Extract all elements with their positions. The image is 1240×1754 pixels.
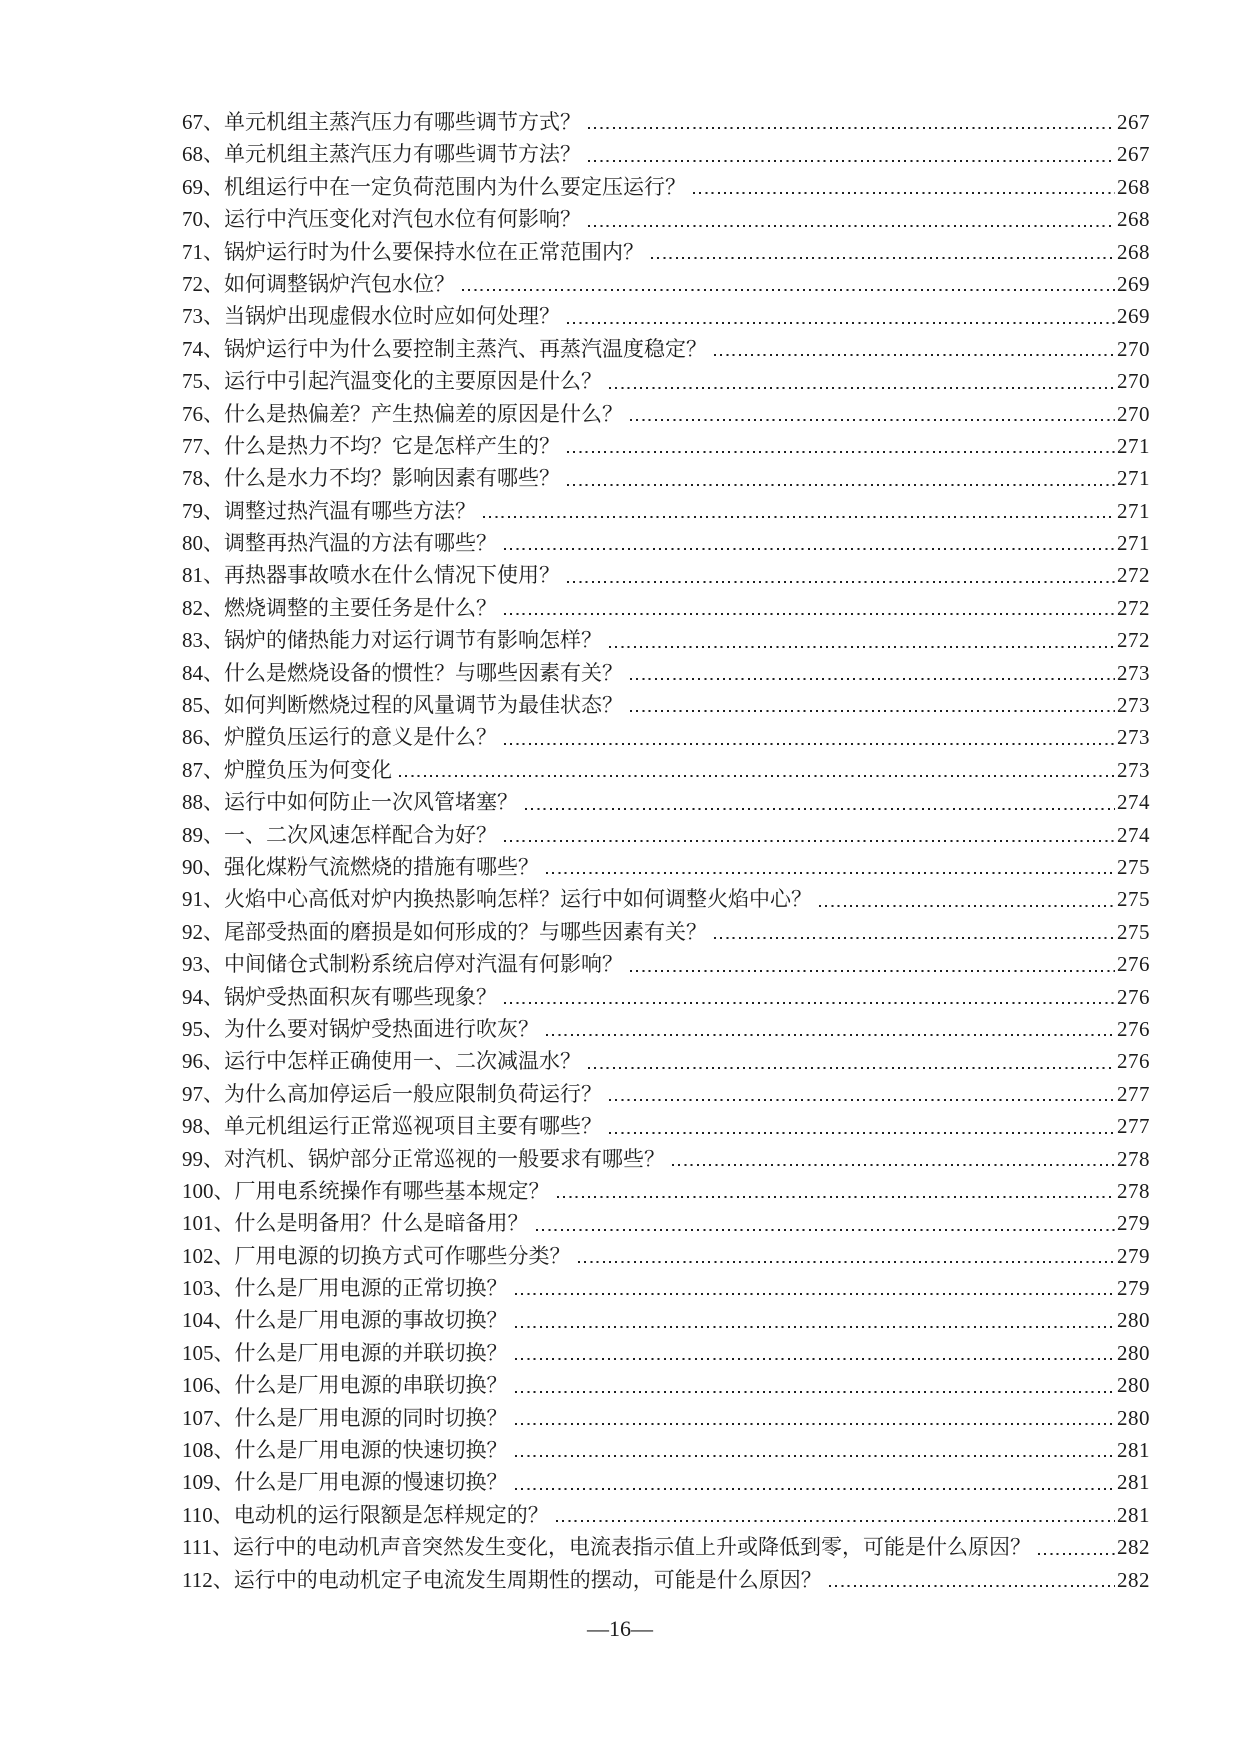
toc-entry (182, 1143, 1150, 1175)
dotted-leader (588, 106, 1115, 138)
toc-entry-page: 271 (1117, 498, 1150, 523)
toc-entry (182, 1272, 1150, 1304)
dotted-leader (536, 1207, 1116, 1239)
toc-entry-text: 96、运行中怎样正确使用一、二次减温水？ (182, 1049, 581, 1074)
dotted-leader (609, 1078, 1115, 1110)
toc-entry (182, 1045, 1150, 1077)
toc-entry-page: 269 (1117, 271, 1150, 296)
dotted-leader (546, 851, 1115, 883)
toc-entry (182, 1240, 1150, 1272)
toc-entry-page: 268 (1117, 174, 1150, 199)
toc-entry (182, 916, 1150, 948)
toc-entry-text: 110、电动机的运行限额是怎样规定的？ (182, 1502, 549, 1527)
dotted-leader (588, 203, 1115, 235)
toc-entry (182, 365, 1150, 397)
dotted-leader (557, 1175, 1116, 1207)
toc-entry-text: 109、什么是厂用电源的慢速切换？ (182, 1470, 508, 1495)
toc-entry (182, 1402, 1150, 1434)
toc-entry-page: 273 (1117, 757, 1150, 782)
toc-entry-text: 75、运行中引起汽温变化的主要原因是什么？ (182, 369, 602, 394)
toc-entry-text: 103、什么是厂用电源的正常切换？ (182, 1276, 508, 1301)
toc-entry (182, 1499, 1150, 1531)
toc-entry-text: 107、什么是厂用电源的同时切换？ (182, 1405, 508, 1430)
toc-entry (182, 106, 1150, 138)
toc-entry-text: 105、什么是厂用电源的并联切换？ (182, 1340, 508, 1365)
toc-entry (182, 851, 1150, 883)
dotted-leader (609, 365, 1115, 397)
toc-entry-page: 273 (1117, 725, 1150, 750)
dotted-leader (567, 300, 1115, 332)
toc-entry-text: 106、什么是厂用电源的串联切换？ (182, 1373, 508, 1398)
dotted-leader (588, 1045, 1115, 1077)
toc-entry-page: 279 (1117, 1243, 1150, 1268)
toc-entry-text: 100、厂用电系统操作有哪些基本规定？ (182, 1178, 550, 1203)
toc-entry (182, 430, 1150, 462)
toc-entry-text: 101、什么是明备用？什么是暗备用？ (182, 1211, 529, 1236)
toc-entry-page: 272 (1117, 563, 1150, 588)
toc-entry (182, 333, 1150, 365)
toc-entry-page: 280 (1117, 1340, 1150, 1365)
toc-entry-page: 268 (1117, 207, 1150, 232)
toc-entry-text: 108、什么是厂用电源的快速切换？ (182, 1438, 508, 1463)
toc-entry (182, 592, 1150, 624)
toc-entry (182, 1564, 1150, 1596)
toc-entry-text: 67、单元机组主蒸汽压力有哪些调节方式？ (182, 110, 581, 134)
toc-entry (182, 1207, 1150, 1239)
toc-entry-text: 69、机组运行中在一定负荷范围内为什么要定压运行？ (182, 174, 686, 199)
toc-entry (182, 171, 1150, 203)
toc-entry-text: 90、强化煤粉气流燃烧的措施有哪些？ (182, 854, 539, 879)
toc-entry-text: 91、火焰中心高低对炉内换热影响怎样？运行中如何调整火焰中心？ (182, 887, 812, 912)
toc-entry (182, 1369, 1150, 1401)
toc-list (182, 106, 1150, 1596)
toc-entry-text: 73、当锅炉出现虚假水位时应如何处理？ (182, 304, 560, 329)
toc-entry-text: 76、什么是热偏差？产生热偏差的原因是什么？ (182, 401, 623, 426)
toc-entry-page: 277 (1117, 1081, 1150, 1106)
toc-entry-text: 70、运行中汽压变化对汽包水位有何影响？ (182, 207, 581, 232)
toc-entry-page: 281 (1117, 1470, 1150, 1495)
dotted-leader (630, 657, 1115, 689)
toc-entry-text: 89、一、二次风速怎样配合为好？ (182, 822, 497, 847)
toc-entry (182, 1434, 1150, 1466)
toc-entry-page: 282 (1117, 1567, 1150, 1592)
toc-entry (182, 236, 1150, 268)
toc-entry-text: 102、厂用电源的切换方式可作哪些分类？ (182, 1243, 571, 1268)
dotted-leader (515, 1304, 1116, 1336)
toc-entry-page: 276 (1117, 984, 1150, 1009)
dotted-leader (714, 916, 1115, 948)
dotted-leader (504, 981, 1115, 1013)
dotted-leader (483, 495, 1115, 527)
toc-entry (182, 300, 1150, 332)
dotted-leader (609, 1110, 1115, 1142)
toc-entry-text: 84、什么是燃烧设备的惯性？与哪些因素有关？ (182, 660, 623, 685)
toc-entry (182, 981, 1150, 1013)
toc-entry-text: 111、运行中的电动机声音突然发生变化，电流表指示值上升或降低到零，可能是什么原因？ (182, 1535, 1031, 1560)
dotted-leader (515, 1402, 1116, 1434)
toc-entry (182, 495, 1150, 527)
toc-entry-page: 271 (1117, 466, 1150, 491)
dotted-leader (630, 948, 1115, 980)
toc-entry-page: 280 (1117, 1405, 1150, 1430)
toc-entry-page: 282 (1117, 1535, 1150, 1560)
dotted-leader (515, 1466, 1116, 1498)
dotted-leader (504, 592, 1115, 624)
toc-entry (182, 462, 1150, 494)
toc-entry-page: 276 (1117, 1049, 1150, 1074)
toc-entry (182, 624, 1150, 656)
toc-entry (182, 721, 1150, 753)
toc-entry-text: 81、再热器事故喷水在什么情况下使用？ (182, 563, 560, 588)
toc-entry-text: 92、尾部受热面的磨损是如何形成的？与哪些因素有关？ (182, 919, 707, 944)
toc-entry-text: 99、对汽机、锅炉部分正常巡视的一般要求有哪些？ (182, 1146, 665, 1171)
toc-entry (182, 1078, 1150, 1110)
dotted-leader (578, 1240, 1116, 1272)
toc-entry-page: 270 (1117, 401, 1150, 426)
dotted-leader (556, 1499, 1115, 1531)
dotted-leader (515, 1337, 1116, 1369)
toc-entry (182, 559, 1150, 591)
toc-entry (182, 203, 1150, 235)
toc-entry-text: 94、锅炉受热面积灰有哪些现象？ (182, 984, 497, 1009)
toc-entry (182, 268, 1150, 300)
toc-entry-page: 270 (1117, 336, 1150, 361)
toc-entry-page: 274 (1117, 822, 1150, 847)
dotted-leader (515, 1434, 1116, 1466)
toc-entry (182, 398, 1150, 430)
toc-entry-page: 270 (1117, 369, 1150, 394)
toc-entry (182, 1466, 1150, 1498)
dotted-leader (399, 754, 1115, 786)
dotted-leader (819, 883, 1115, 915)
dotted-leader (504, 819, 1115, 851)
dotted-leader (829, 1564, 1115, 1596)
toc-entry-page: 278 (1117, 1178, 1150, 1203)
toc-entry-page: 271 (1117, 531, 1150, 556)
dotted-leader (504, 527, 1115, 559)
dotted-leader (504, 721, 1115, 753)
toc-entry-page: 274 (1117, 790, 1150, 815)
toc-entry-page: 281 (1117, 1438, 1150, 1463)
toc-entry-page: 269 (1117, 304, 1150, 329)
toc-entry (182, 1013, 1150, 1045)
toc-entry-text: 78、什么是水力不均？影响因素有哪些？ (182, 466, 560, 491)
dotted-leader (672, 1143, 1115, 1175)
toc-entry (182, 1337, 1150, 1369)
dotted-leader (651, 236, 1115, 268)
dotted-leader (630, 689, 1115, 721)
toc-entry (182, 1531, 1150, 1563)
toc-entry-page: 278 (1117, 1146, 1150, 1171)
toc-entry-text: 95、为什么要对锅炉受热面进行吹灰？ (182, 1016, 539, 1041)
page-number: —16— (587, 1616, 653, 1641)
toc-entry-page: 275 (1117, 887, 1150, 912)
toc-entry-page: 280 (1117, 1373, 1150, 1398)
dotted-leader (515, 1272, 1116, 1304)
toc-entry-text: 68、单元机组主蒸汽压力有哪些调节方法？ (182, 142, 581, 167)
toc-entry-page: 276 (1117, 952, 1150, 977)
dotted-leader (588, 138, 1115, 170)
dotted-leader (546, 1013, 1115, 1045)
dotted-leader (567, 559, 1115, 591)
toc-entry-text: 87、炉膛负压为何变化 (182, 757, 392, 782)
toc-entry-text: 79、调整过热汽温有哪些方法？ (182, 498, 476, 523)
dotted-leader (462, 268, 1115, 300)
dotted-leader (525, 786, 1115, 818)
toc-entry (182, 819, 1150, 851)
toc-entry-text: 80、调整再热汽温的方法有哪些？ (182, 531, 497, 556)
toc-entry-text: 82、燃烧调整的主要任务是什么？ (182, 595, 497, 620)
toc-entry-text: 85、如何判断燃烧过程的风量调节为最佳状态？ (182, 693, 623, 718)
toc-entry (182, 1110, 1150, 1142)
toc-entry-text: 86、炉膛负压运行的意义是什么？ (182, 725, 497, 750)
toc-entry-text: 77、什么是热力不均？它是怎样产生的？ (182, 433, 560, 458)
toc-entry (182, 786, 1150, 818)
toc-entry (182, 657, 1150, 689)
toc-entry-page: 267 (1117, 110, 1150, 134)
dotted-leader (567, 430, 1115, 462)
toc-entry-text: 112、运行中的电动机定子电流发生周期性的摆动，可能是什么原因？ (182, 1567, 822, 1592)
toc-entry-text: 72、如何调整锅炉汽包水位？ (182, 271, 455, 296)
toc-entry (182, 689, 1150, 721)
toc-entry-page: 267 (1117, 142, 1150, 167)
toc-entry-page: 272 (1117, 595, 1150, 620)
toc-entry (182, 1175, 1150, 1207)
page-footer (0, 1614, 1240, 1644)
toc-entry-page: 268 (1117, 239, 1150, 264)
dotted-leader (693, 171, 1115, 203)
toc-entry-page: 273 (1117, 660, 1150, 685)
dotted-leader (609, 624, 1115, 656)
toc-entry (182, 948, 1150, 980)
toc-entry-text: 74、锅炉运行中为什么要控制主蒸汽、再蒸汽温度稳定？ (182, 336, 707, 361)
toc-entry-page: 272 (1117, 628, 1150, 653)
toc-entry-text: 98、单元机组运行正常巡视项目主要有哪些？ (182, 1114, 602, 1139)
toc-entry-page: 273 (1117, 693, 1150, 718)
toc-entry-page: 280 (1117, 1308, 1150, 1333)
toc-entry-text: 88、运行中如何防止一次风管堵塞？ (182, 790, 518, 815)
toc-entry-text: 97、为什么高加停运后一般应限制负荷运行？ (182, 1081, 602, 1106)
toc-entry-page: 281 (1117, 1502, 1150, 1527)
dotted-leader (567, 462, 1115, 494)
toc-entry-page: 275 (1117, 854, 1150, 879)
toc-entry-text: 104、什么是厂用电源的事故切换？ (182, 1308, 508, 1333)
toc-entry-text: 71、锅炉运行时为什么要保持水位在正常范围内？ (182, 239, 644, 264)
toc-entry (182, 1304, 1150, 1336)
toc-entry-page: 276 (1117, 1016, 1150, 1041)
dotted-leader (515, 1369, 1116, 1401)
toc-entry-text: 93、中间储仓式制粉系统启停对汽温有何影响？ (182, 952, 623, 977)
toc-entry-page: 275 (1117, 919, 1150, 944)
toc-entry-page: 271 (1117, 433, 1150, 458)
dotted-leader (630, 398, 1115, 430)
toc-entry-text: 83、锅炉的储热能力对运行调节有影响怎样？ (182, 628, 602, 653)
toc-entry-page: 277 (1117, 1114, 1150, 1139)
toc-entry-page: 279 (1117, 1276, 1150, 1301)
toc-entry (182, 754, 1150, 786)
toc-entry (182, 883, 1150, 915)
dotted-leader (1038, 1531, 1115, 1563)
toc-entry (182, 527, 1150, 559)
toc-entry-page: 279 (1117, 1211, 1150, 1236)
dotted-leader (714, 333, 1115, 365)
toc-entry (182, 138, 1150, 170)
